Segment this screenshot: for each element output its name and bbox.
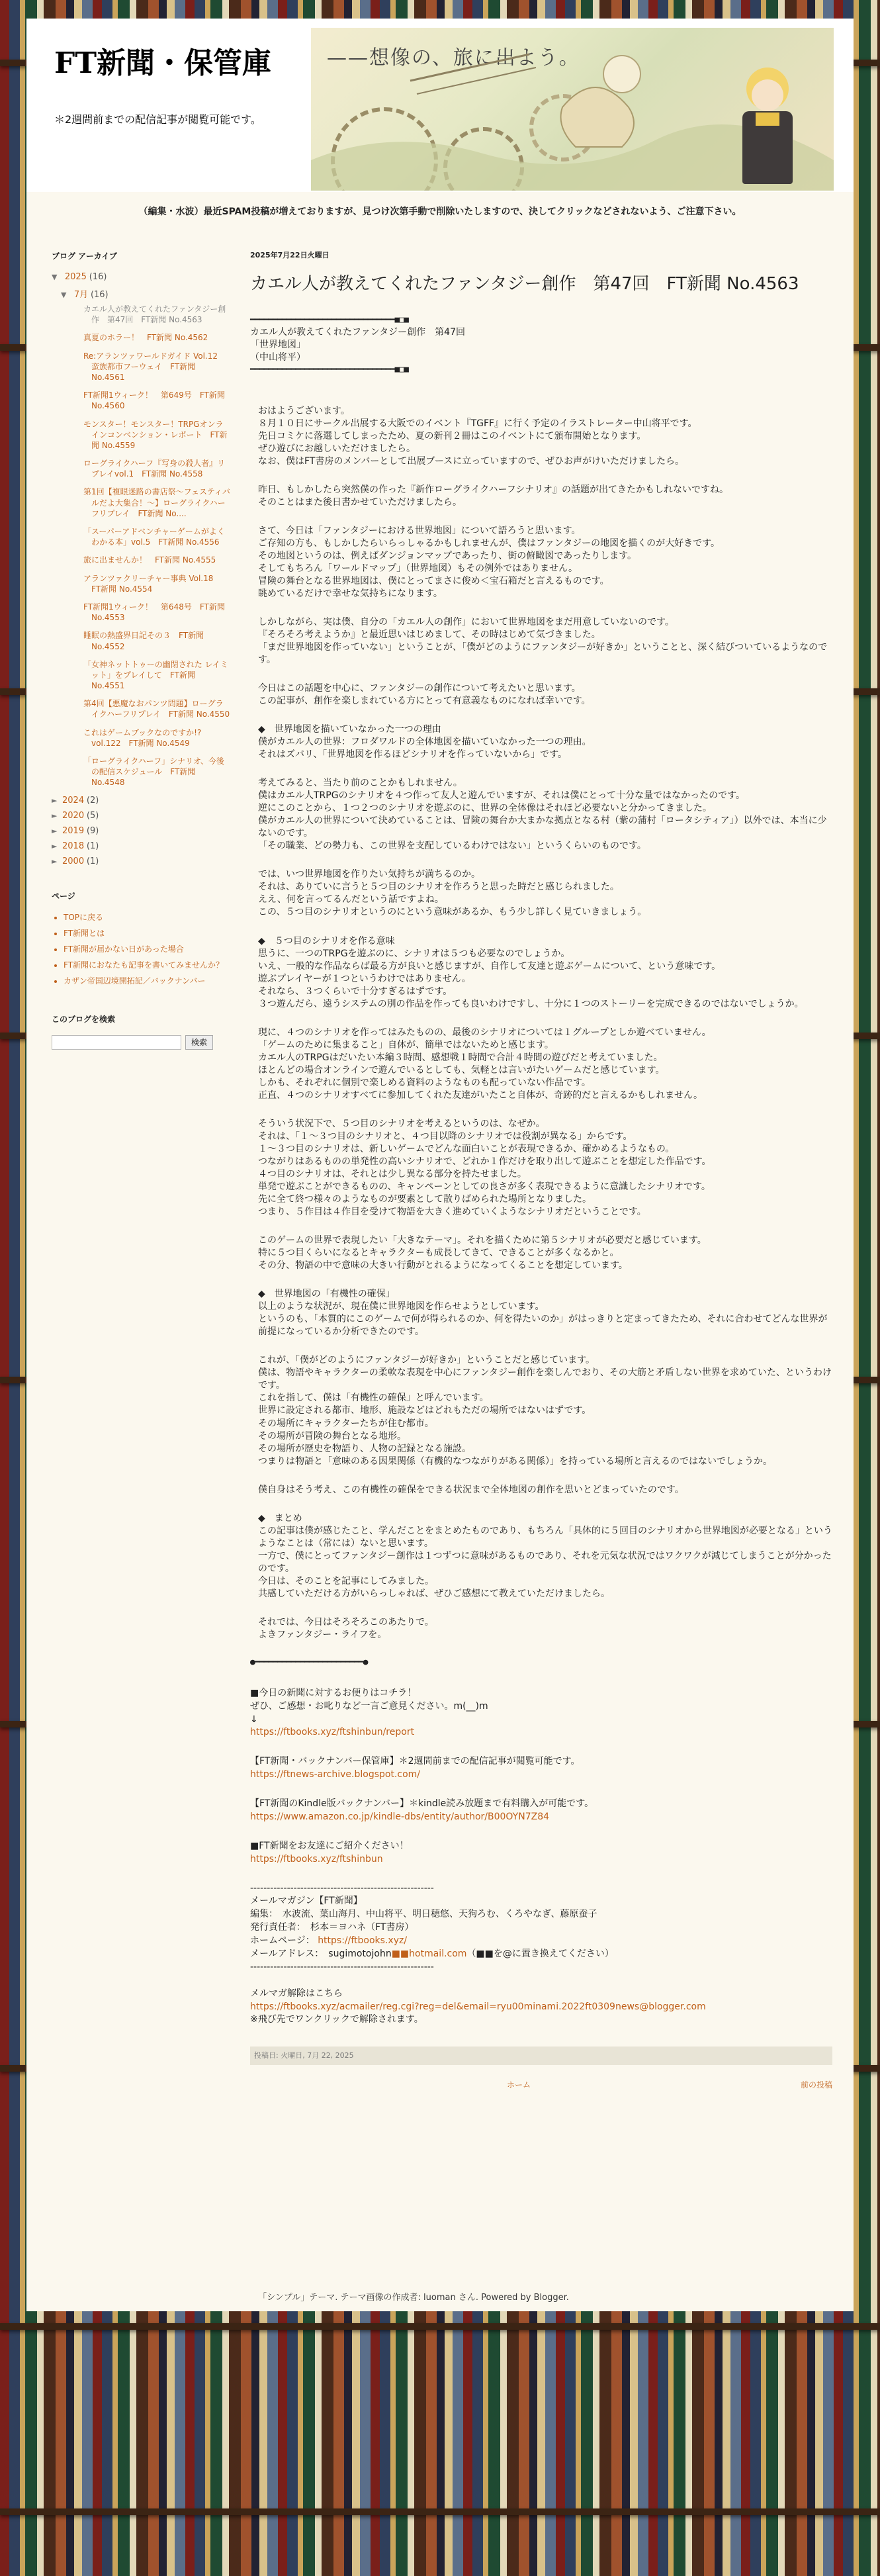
separator-line: ━━━━━━━━━━━━━━━━━━━━━━━━━━━━━━━━■□■ (250, 314, 408, 325)
archive-post-link[interactable]: 「ローグライクハーフ」シナリオ、今後の配信スケジュール FT新聞 No.4548 (83, 757, 224, 788)
paragraph-line: このゲームの世界で表現したい「大きなテーマ」。それを描くために第５シナリオが必要だと感じています。 (258, 1235, 707, 1246)
archive-count: (2) (86, 795, 99, 805)
homepage-link[interactable]: https://ftbooks.xyz/ (318, 1935, 408, 1947)
archive-month-link[interactable]: 7月 (73, 290, 89, 300)
paragraph-line: 今日はこの話題を中心に、ファンタジーの創作について考えたいと思います。 (258, 683, 581, 694)
pages-heading: ページ (52, 891, 75, 901)
paragraph-line: 逆にこのことから、１つ２つのシナリオを遊ぶのに、世界の全体像はそれほど必要ないと分かってきました。 (258, 803, 712, 814)
paragraph-line: 僕自身はそう考え、この有機性の確保をできる状況まで全体地図の創作を思いとどまっていたのです。 (258, 1484, 684, 1495)
paragraph-line: なお、僕はFT書房のメンバーとして出展ブースに立っていますので、ぜひお声がけいただけましたら。 (258, 455, 684, 467)
mail-link[interactable]: ■■hotmail.com (391, 1948, 467, 1959)
footer-text: ↓ (250, 1714, 258, 1725)
paragraph-line: 特に５つ目くらいになるとキャラクターも成長してきて、できることが多くなるかと。 (258, 1248, 619, 1259)
unsubscribe-label: メルマガ解除はこちら (250, 1988, 343, 1999)
paragraph-line: 遊ぶプレイヤーが１つというわけではありません。 (258, 973, 471, 984)
post-paragraph (258, 1234, 832, 1272)
paragraph-line: しかも、それぞれに個別で楽しめる資料のようなものも配っていない作品です。 (258, 1077, 591, 1088)
archive-year-link[interactable]: 2025 (64, 272, 87, 282)
paragraph-line: そのことはまた後日書かせていただけましたら。 (258, 496, 462, 508)
paragraph-line: それでは、今日はそろそろこのあたりで。 (258, 1616, 434, 1628)
paragraph-line: 僕がカエル人の世界：フロダワルドの全体地図を描いていなかった一つの理由。 (258, 737, 592, 748)
post-paragraph (258, 1288, 832, 1338)
spam-notice: （編集・水波）最近SPAM投稿が増えておりますが、見つけ次第手動で削除いたしますので、決してクリックなどされないよう、ご注意下さい。 (26, 192, 854, 232)
paragraph-line: 今日は、そのことを記事にしてみました。 (258, 1575, 434, 1587)
intro-line: 「世界地図」 (250, 339, 306, 350)
footer-link[interactable]: https://ftnews-archive.blogspot.com/ (250, 1769, 421, 1780)
magazine-title: メールマガジン【FT新聞】 (250, 1896, 363, 1907)
archive-year-2018 (52, 841, 230, 851)
footer-link[interactable]: https://ftbooks.xyz/ftshinbun/report (250, 1727, 415, 1738)
paragraph-line: それなら、３つくらいで十分すぎるはずです。 (258, 986, 453, 997)
paragraph-line: 僕がカエル人の世界について決めていることは、冒険の舞台か大まかな拠点となる村（紫の蒲村「ロータシティア」）以外では、本当に少ないのです。 (258, 815, 827, 839)
archive-count: (1) (86, 856, 99, 866)
blog-title[interactable]: FT新聞・保管庫 (54, 46, 271, 80)
archive-year-2024 (52, 796, 230, 805)
post-paragraph (258, 484, 832, 509)
paragraph-line: ご存知の方も、もしかしたらいらっしゃるかもしれませんが、僕はファンタジーの地図を描くのが大好きです。 (258, 537, 721, 549)
footer-link-block (250, 1755, 832, 1782)
paragraph-line: その分、物語の中で意味の大きい行動がとれるようになってくることを想定しています。 (258, 1260, 628, 1271)
page-link[interactable]: • FT新聞が届かない日があった場合 (64, 944, 230, 954)
post-paragraph (258, 1616, 832, 1641)
paragraph-line: 思うに、一つのTRPGを遊ぶのに、シナリオは５つも必要なのでしょうか。 (258, 948, 570, 959)
page-link[interactable]: • FT新聞とは (64, 928, 230, 939)
archive-year-link[interactable]: 2019 (62, 825, 85, 836)
archive-count: (1) (86, 841, 99, 851)
search-button[interactable]: 検索 (185, 1035, 213, 1050)
paragraph-line: この記事が、創作を楽しまれている方にとって有意義なものになれば幸いです。 (258, 696, 591, 707)
archive-post-link[interactable]: FT新聞1ウィーク！ 第649号 FT新聞 No.4560 (83, 391, 225, 411)
footer-text: ■今日の新聞に対するお便りはコチラ！ (250, 1687, 417, 1698)
post-date: 2025年7月22日火曜日 (250, 251, 330, 259)
unsubscribe (250, 1988, 832, 2027)
paragraph-line: ◆ 世界地図の「有機性の確保」 (258, 1289, 395, 1300)
post-paragraph (258, 868, 832, 919)
character-illustration (721, 54, 814, 191)
paragraph-line: 現に、４つのシナリオを作ってはみたものの、最後のシナリオについては１グループとしか遊べていません。 (258, 1027, 711, 1038)
expand-toggle-icon[interactable]: ► (52, 796, 58, 805)
archive-post-link[interactable]: ローグライクハーフ『写身の殺人者』リプレイvol.1 FT新聞 No.4558 (83, 459, 226, 479)
archive-count: (5) (86, 810, 99, 821)
unsubscribe-note: ※飛び先でワンクリックで解除されます。 (250, 2014, 423, 2025)
archive-count: (16) (89, 272, 107, 282)
paragraph-line: それは、「１〜３つ目のシナリオと、４つ目以降のシナリオでは役割が異なる」からです。 (258, 1130, 633, 1142)
archive-year-2019 (52, 826, 230, 836)
archive-heading: ブログ アーカイブ (52, 252, 117, 261)
archive-year-2025 (52, 272, 230, 788)
paragraph-line: その場所が冒険の舞台となる地形。 (258, 1430, 406, 1442)
post-paragraph (258, 723, 832, 761)
archive-year-2020 (52, 811, 230, 821)
paragraph-line: 世界に設定される都市、地形、施設などはどれもただの場所ではないはずです。 (258, 1405, 592, 1416)
archive-post-link[interactable]: Re:アランツァワールドガイド Vol.12 蛮族都市フーウェイ FT新聞 No.4561 (83, 351, 226, 382)
archive-post-link[interactable]: 旅に出ませんか！ FT新聞 No.4555 (83, 555, 216, 565)
post-paragraph (258, 1484, 832, 1496)
paragraph-line: ええ、何を言ってるんだという話ですよね。 (258, 894, 444, 905)
paragraph-line: というのも、「本質的にこのゲームで何が得られるのか、何を得たいのか」がはっきりと定まってきたため、それに合わせてどんな世界が前提になっているか分析できたのです。 (258, 1314, 828, 1338)
paragraph-line: 以上のような状況が、現在僕に世界地図を作らせようとしています。 (258, 1301, 545, 1312)
archive-post-list (83, 304, 230, 788)
paragraph-line: つまりは物語と「意味のある因果関係（有機的なつながりがある関係）」を持っている場所と言えるのではないでしょうか。 (258, 1455, 772, 1467)
paragraph-line: よきファンタジー・ライフを。 (258, 1629, 387, 1640)
footer-link-block (250, 1798, 832, 1824)
archive-post-link[interactable]: カエル人が教えてくれたファンタジー創作 第47回 FT新聞 No.4563 (83, 304, 226, 325)
footer-text: 【FT新聞のKindle版バックナンバー】＊kindle読み放題まで有料購入が可能です。 (250, 1798, 594, 1810)
post-paragraph (258, 1354, 832, 1467)
paragraph-line: 眺めているだけで幸せな気持ちになります。 (258, 588, 443, 599)
blog-header (26, 19, 854, 192)
footer-link[interactable]: https://ftbooks.xyz/ftshinbun (250, 1853, 383, 1864)
paragraph-line: いえ、一般的な作品ならば最る方が良いと感じますが、自作して友達と遊ぶゲームについて、という意味です。 (258, 960, 721, 972)
magazine-homepage: ホームページ： https://ftbooks.xyz/ (250, 1935, 408, 1947)
paragraph-line: 単発で遊ぶことができるものの、キャンペーンとしての良さが多く表現できるように意識したシナリオです。 (258, 1181, 711, 1193)
magazine-mail: メールアドレス： sugimotojohn■■hotmail.com（■■を@に置き換えてください） (250, 1948, 614, 1959)
post-footer-links (250, 1687, 832, 1866)
post-paragraph (258, 525, 832, 600)
expand-toggle-icon[interactable]: ▼ (61, 291, 67, 299)
paragraph-line: カエル人のTRPGはだいたい本編３時間、感想戦１時間で合計４時間の遊びだと考えていました。 (258, 1052, 663, 1063)
theme-attribution: 「シンプル」テーマ. テーマ画像の作成者: luoman さん. Powered by Blogger. (258, 2293, 569, 2303)
search-form (52, 1035, 230, 1050)
paragraph-line: 昨日、もしかしたら突然僕の作った『新作ローグライクハーフシナリオ』の話題が出てきたかもしれないですね。 (258, 484, 729, 495)
post-paragraph (258, 1512, 832, 1600)
previous-post-link[interactable]: 前の投稿 (800, 2080, 832, 2090)
expand-toggle-icon[interactable]: ► (52, 826, 58, 835)
paragraph-line: これが、「僕がどのようにファンタジーが好きか」ということだと感じています。 (258, 1355, 595, 1366)
post-paragraph (258, 405, 832, 468)
post-title[interactable]: カエル人が教えてくれたファンタジー創作 第47回 FT新聞 No.4563 (250, 274, 799, 295)
rule-line: ------------------------------------------------------- (250, 1961, 434, 1972)
intro-line: （中山将平） (250, 352, 306, 363)
blog-description: ＊2週間前までの配信記事が閲覧可能です。 (54, 113, 261, 126)
expand-toggle-icon[interactable]: ► (52, 811, 58, 820)
magazine-publisher: 発行責任者： 杉本＝ヨハネ（FT書房） (250, 1922, 414, 1933)
paragraph-line: ほとんどの場合オンラインで遊んでいるとしても、気軽とは言いがたいゲームだと感じています。 (258, 1064, 665, 1076)
paragraph-line: しかしながら、実は僕、自分の「カエル人の創作」において世界地図をまだ用意していないのです。 (258, 616, 674, 627)
paragraph-line: ８月１０日にサークル出展する大阪でのイベント『TGFF』に行く予定のイラストレーター中山将平です。 (258, 418, 697, 429)
intro-line: カエル人が教えてくれたファンタジー創作 第47回 (250, 326, 465, 338)
expand-toggle-icon[interactable]: ► (52, 856, 58, 866)
paragraph-line: ◆ 世界地図を描いていなかった一つの理由 (258, 724, 441, 735)
post-intro (250, 326, 832, 365)
archive-tree (52, 272, 230, 788)
page-container (26, 19, 854, 2264)
paragraph-line: 『そろそろ考えようか』と最近思いはじめまして、その時はじめて気づきました。 (258, 629, 601, 640)
post-paragraph (258, 935, 832, 1011)
paragraph-line: 僕はカエル人TRPGのシナリオを４つ作って友人と遊んでいますが、それは僕にとって十分な量ではなかったのです。 (258, 790, 746, 802)
paragraph-line: 先日コミケに落選してしまったため、夏の新刊２冊はこのイベントにて頒布開始となります。 (258, 430, 646, 441)
archive-count: (16) (90, 290, 109, 300)
paragraph-line: 僕は、物語やキャラクターの柔軟な表現を中心にファンタジー創作を楽しんでおり、その大筋と矛盾しない世界を求めていた、というわけです。 (258, 1367, 832, 1391)
archive-year-link[interactable]: 2000 (62, 856, 85, 866)
post-paragraph (258, 616, 832, 667)
archive-post-link[interactable]: 睡眠の熱盛界日記その３ FT新聞 No.4552 (83, 631, 204, 651)
archive-post-link[interactable]: 真夏のホラー！ FT新聞 No.4562 (83, 333, 208, 343)
main-content (250, 250, 832, 2106)
footer-text: ■FT新聞をお友達にご紹介ください！ (250, 1840, 409, 1851)
paragraph-line: １〜３つ目のシナリオは、新しいゲームでどんな面白いことが表現できるか、確かめるようなもの。 (258, 1143, 675, 1154)
search-input[interactable] (52, 1035, 181, 1050)
post-paragraph (258, 1118, 832, 1219)
archive-year-2000 (52, 856, 230, 866)
page-link[interactable]: • カザン帝国辺境開拓記／バックナンバー (64, 976, 230, 986)
footer-link-block (250, 1840, 832, 1866)
post-body (258, 405, 832, 1641)
magazine-editors: 編集： 水波流、葉山海月、中山将平、明日穂悠、天狗ろむ、くろやなぎ、藤原蚕子 (250, 1909, 597, 1920)
footer-link[interactable]: https://www.amazon.co.jp/kindle-dbs/entity/author/B00OYN7Z84 (250, 1811, 550, 1822)
archive-post-link[interactable]: 「女神ネットトゥーの幽閉された レイミット」をプレイして FT新聞 No.4551 (83, 659, 228, 691)
post-navigation (250, 2080, 832, 2106)
search-heading: このブログを検索 (52, 1014, 116, 1024)
expand-toggle-icon[interactable]: ▼ (52, 273, 58, 281)
paragraph-line: 共感していただける方がいらっしゃれば、ぜひご感想にて教えていただけましたら。 (258, 1588, 610, 1599)
archive-post-link[interactable]: モンスター！モンスター！TRPGオンラインコンベンション・レポート FT新聞 No.4559 (83, 419, 228, 450)
paragraph-line: つながりはあるものの単発性の高いシナリオで、どれか１作だけを取り出して遊ぶことを想定した作品です。 (258, 1156, 711, 1167)
paragraph-line: さて、今日は「ファンタジーにおける世界地図」について語ろうと思います。 (258, 525, 581, 536)
paragraph-line: 正直、４つのシナリオすべてに参加してくれた友達がいたこと自体が、奇跡的だと言えるかもしれません。 (258, 1089, 703, 1101)
unsubscribe-link[interactable]: https://ftbooks.xyz/acmailer/reg.cgi?reg=del&email=ryu00minami.2022ft0309news@blogger.com (250, 2001, 706, 2012)
paragraph-line: 「その職業、どの勢力も、この世界を支配しているわけではない」というくらいのものです。 (258, 841, 646, 852)
rule-line: ------------------------------------------------------- (250, 1882, 434, 1894)
paragraph-line: では、いつ世界地図を作りたい気持ちが満ちるのか。 (258, 869, 480, 880)
footer-link-block (250, 1687, 832, 1740)
paragraph-line: これを指して、僕は「有機性の確保」と呼んでいます。 (258, 1393, 489, 1404)
paragraph-line: ３つ遊んだら、遠うシステムの別の作品を作っても良いわけですし、十分に１つのストーリーを完成できるのではないでしょうか。 (258, 998, 804, 1009)
paragraph-line: その場所が歴史を物語り、人物の記録となる施設。 (258, 1443, 471, 1454)
paragraph-line: 「ゲームのために集まること」自体が、簡単ではないためと感じます。 (258, 1039, 554, 1050)
paragraph-line: そういう状況下で、５つ目のシナリオを考えるというのは、なぜか。 (258, 1118, 545, 1129)
magazine-info (250, 1882, 832, 1974)
archive-year-link[interactable]: 2024 (62, 795, 85, 805)
archive-post-link[interactable]: 第1回【複眼迷路の書店祭〜フェスティバルだよ大集合！〜】ローグライクハーフリプレイ FT新聞 No.... (83, 487, 230, 518)
archive-year-list (52, 796, 230, 866)
archive-post-link[interactable]: アランツァクリーチャー事典 Vol.18 FT新聞 No.4554 (83, 573, 222, 594)
paragraph-line: 「まだ世界地図を作っていない」ということが、「僕がどのようにファンタジーが好きか」ということと、深く結びついているようなのです。 (258, 641, 828, 665)
paragraph-line: 冒険の舞台となる世界地図は、僕にとってまさに俊め＜宝石箱だと言えるものです。 (258, 575, 609, 586)
archive-month-july (61, 287, 230, 788)
paragraph-line: その地図というのは、例えばダンジョンマップであったり、街の俯瞰図であったりします。 (258, 550, 637, 561)
archive-post-link[interactable]: これはゲームブックなのですか!? vol.122 FT新聞 No.4549 (83, 727, 210, 748)
separator-line: ●━━━━━━━━━━━━━━━━━━━━━━━━● (250, 1657, 368, 1667)
expand-toggle-icon[interactable]: ► (52, 841, 58, 851)
paragraph-line: つまり、５作目は４作目を受けて物語を大きく進めていくようなシナリオだということです。 (258, 1207, 646, 1218)
paragraph-line: 一方で、僕にとってファンタジー創作は１つずつに意味があるものであり、それを元気な状況ではワクワクが減じてしまうことが分かったのです。 (258, 1550, 832, 1574)
footer-text: ぜひ、ご感想・お叱りなど一言ご意見ください。m(__)m (250, 1700, 488, 1712)
paragraph-line: この、５つ目のシナリオというのにという意味があるか、もう少し詳しく見ていきましょう。 (258, 907, 647, 918)
paragraph-line: それはズバリ、「世界地図を作るほどシナリオを作っていないから」です。 (258, 749, 568, 760)
home-link[interactable]: ホーム (507, 2080, 531, 2090)
footer-text: 【FT新聞・バックナンバー保管庫】＊2週間前までの配信記事が閲覧可能です。 (250, 1756, 580, 1767)
post-paragraph (258, 682, 832, 708)
archive-year-link[interactable]: 2020 (62, 810, 85, 821)
paragraph-line: おはようございます。 (258, 405, 350, 416)
separator-line: ━━━━━━━━━━━━━━━━━━━━━━━━━━━━━━━━■□■ (250, 364, 408, 375)
paragraph-line: ４つ目のシナリオは、それとは少し異なる部分を持たせました。 (258, 1169, 527, 1179)
archive-post-link[interactable]: 第4回【悪魔なおパンツ問題】ローグライクハーフリプレイ FT新聞 No.4550 (83, 699, 230, 719)
archive-year-link[interactable]: 2018 (62, 841, 85, 851)
sidebar (52, 250, 230, 1050)
pages-list (52, 912, 230, 987)
paragraph-line: その場所にキャラクターたちが住む都市。 (258, 1418, 434, 1429)
paragraph-line: ◆ まとめ (258, 1512, 302, 1524)
archive-post-link[interactable]: 「スーパーアドベンチャーゲームがよくわかる本」vol.5 FT新聞 No.4556 (83, 527, 225, 547)
header-slogan: ——想像の、旅に出よう。 (327, 46, 580, 69)
paragraph-line: そしてもちろん「ワールドマップ」（世界地図）もその例外ではありません。 (258, 563, 578, 574)
paragraph-line: 考えてみると、当たり前のことかもしれません。 (258, 778, 462, 789)
post-paragraph (258, 777, 832, 852)
archive-count: (9) (86, 825, 99, 836)
attribution-band (26, 2264, 854, 2311)
paragraph-line: ◆ ５つ目のシナリオを作る意味 (258, 935, 395, 946)
paragraph-line: ぜひ遊びにお越しいただけましたら。 (258, 443, 416, 454)
archive-post-link[interactable]: FT新聞1ウィーク！ 第648号 FT新聞 No.4553 (83, 602, 225, 623)
page-link[interactable]: • FT新聞におなたも記事を書いてみませんか？ (64, 960, 230, 970)
header-illustration (311, 28, 834, 191)
paragraph-line: この記事は僕が感じたこと、学んだことをまとめたものであり、もちろん「具体的に５回目のシナリオから世界地図が必要となる」というようなことは（常には）ないと思います。 (258, 1525, 832, 1549)
post-paragraph (258, 1027, 832, 1102)
post-meta-footer: 投稿日: 火曜日, 7月 22, 2025 (250, 2047, 832, 2065)
page-link[interactable]: • TOPに戻る (64, 912, 230, 923)
paragraph-line: それは、ありていに言うと５つ目のシナリオを作ろうと思った時だと感じられました。 (258, 882, 619, 893)
paragraph-line: 先に全て終つ様々のようなものが要素として散りばめられた場所となりました。 (258, 1194, 592, 1205)
